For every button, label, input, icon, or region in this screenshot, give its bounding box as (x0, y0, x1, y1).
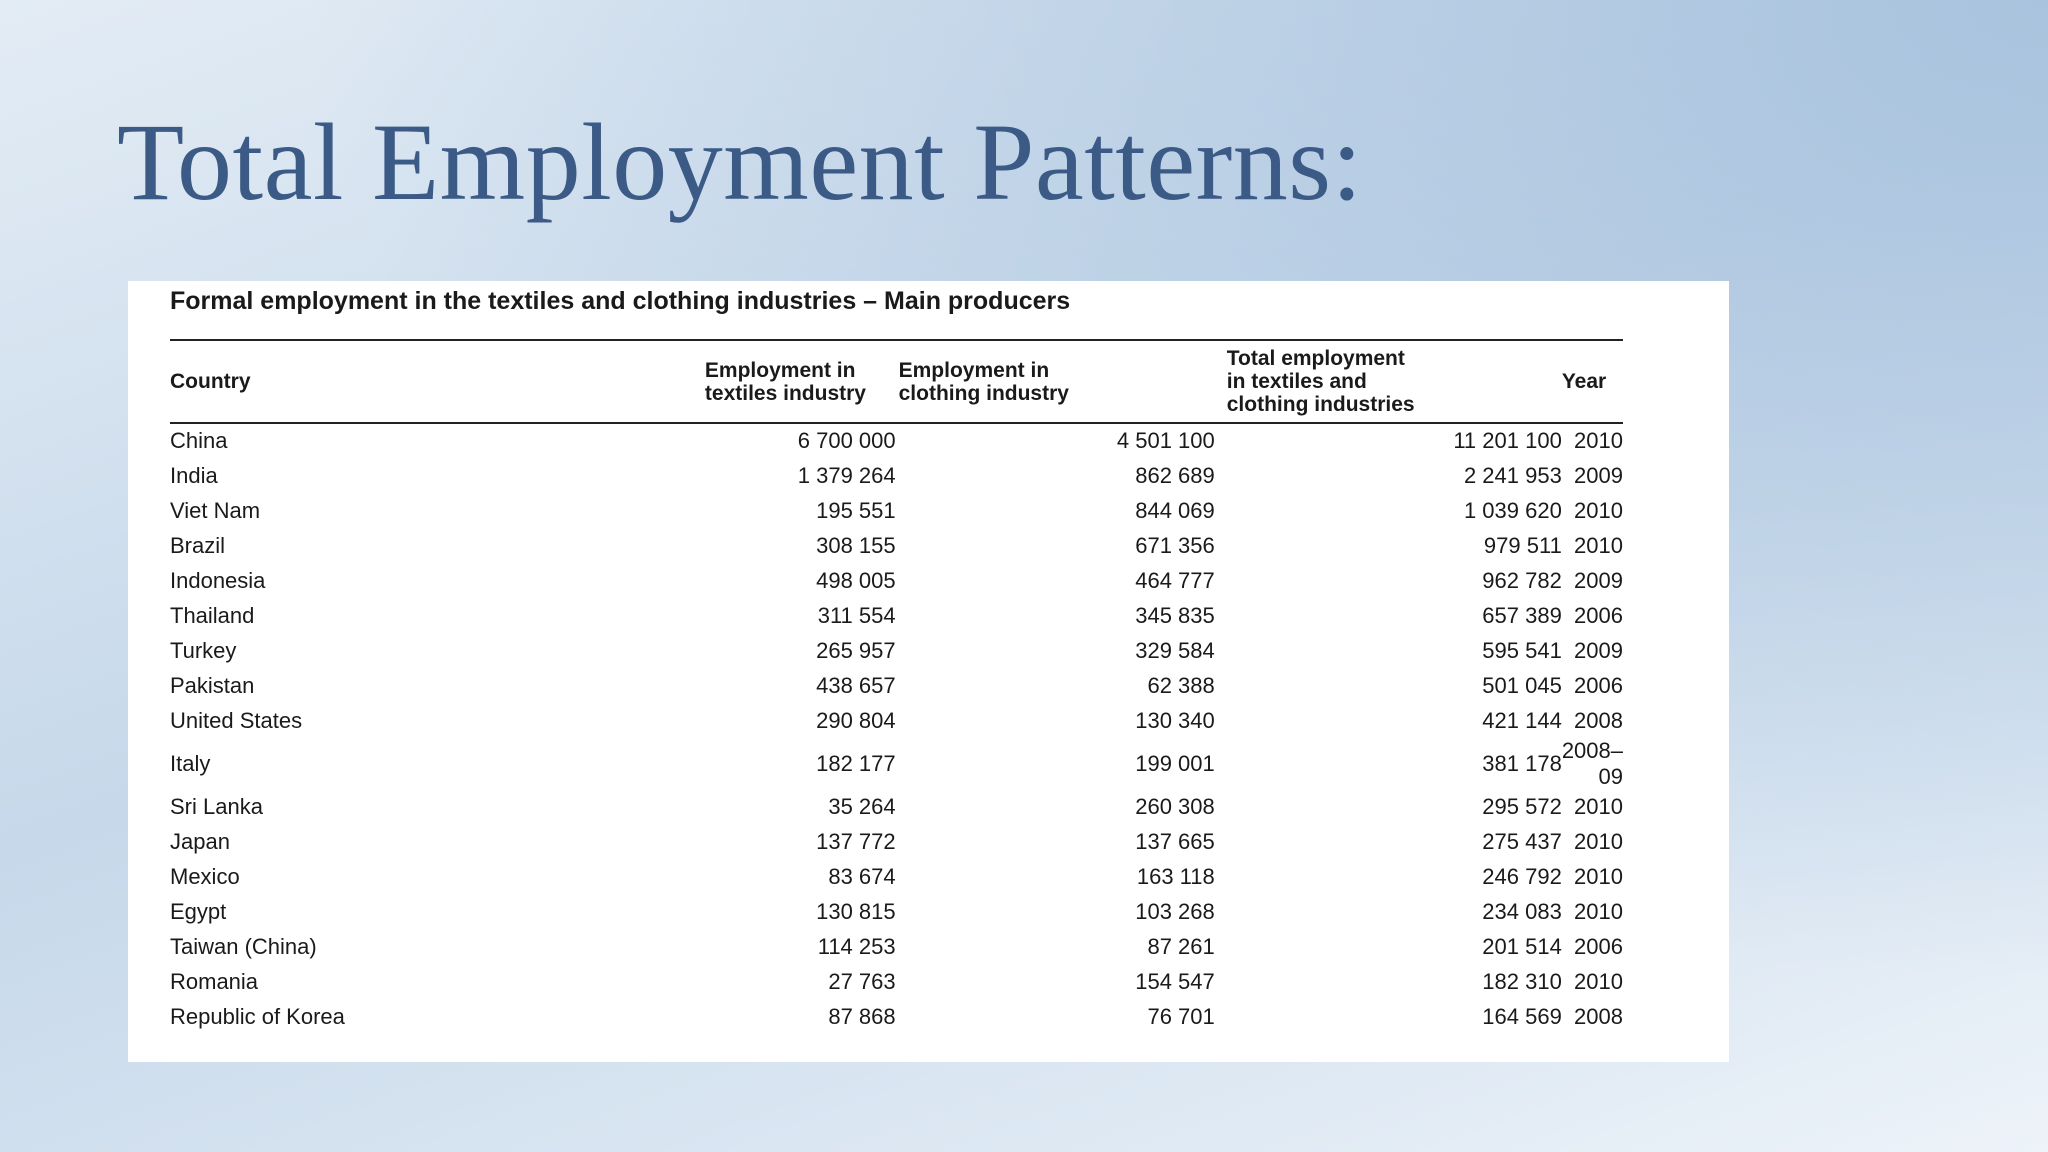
cell-textiles: 438 657 (816, 672, 896, 698)
table-row (170, 930, 1623, 965)
cell-total: 11 201 100 (1453, 428, 1562, 454)
table-body (170, 423, 1623, 1034)
table-row (170, 860, 1623, 895)
cell-year: 2010 (1574, 829, 1623, 855)
cell-year: 2009 (1574, 637, 1623, 663)
cell-total: 1 039 620 (1463, 498, 1562, 524)
cell-clothing: 62 388 (1147, 672, 1215, 698)
cell-year: 2006 (1574, 602, 1623, 628)
cell-total: 657 389 (1482, 602, 1562, 628)
header-total-line-2: in textiles and (1226, 370, 1367, 393)
cell-clothing: 464 777 (1135, 568, 1215, 593)
header-clothing-line-2: clothing industry (898, 381, 1069, 405)
table-image-panel (128, 281, 1729, 1062)
table-row (170, 494, 1623, 529)
cell-country: Republic of Korea (170, 1003, 345, 1029)
table-row (170, 564, 1623, 599)
table-row (170, 790, 1623, 825)
header-clothing-line-1: Employment in (898, 358, 1050, 382)
cell-country: Thailand (170, 602, 255, 628)
table-row (170, 895, 1623, 930)
cell-year: 2009 (1574, 463, 1623, 489)
cell-country: Viet Nam (170, 498, 261, 524)
cell-country: India (170, 463, 218, 489)
cell-country: Sri Lanka (170, 794, 263, 820)
cell-total: 979 511 (1483, 533, 1562, 559)
table-header-row (170, 340, 1623, 423)
cell-year: 2010 (1574, 864, 1623, 890)
cell-textiles: 498 005 (816, 568, 896, 593)
header-clothing (896, 340, 1215, 423)
cell-year: 2008 (1574, 707, 1623, 733)
cell-total: 275 437 (1482, 829, 1562, 855)
cell-country: China (170, 428, 228, 454)
cell-textiles: 87 868 (828, 1003, 896, 1029)
slide-title: Total Employment Patterns: (117, 101, 1363, 223)
cell-total: 182 310 (1482, 968, 1562, 994)
cell-total: 201 514 (1482, 934, 1562, 960)
cell-total: 295 572 (1482, 794, 1562, 820)
cell-year: 2006 (1574, 672, 1623, 698)
cell-textiles: 265 957 (816, 637, 896, 663)
cell-year: 2008–09 (1561, 738, 1623, 790)
cell-country: Romania (170, 968, 259, 994)
cell-textiles: 308 155 (816, 533, 896, 559)
cell-total: 595 541 (1482, 637, 1562, 663)
cell-textiles: 83 674 (828, 864, 896, 890)
cell-clothing: 154 547 (1135, 968, 1215, 994)
cell-year: 2010 (1574, 428, 1623, 454)
cell-textiles: 290 804 (816, 707, 896, 733)
cell-country: Japan (170, 829, 230, 855)
cell-clothing: 103 268 (1135, 899, 1215, 925)
cell-clothing: 345 835 (1135, 602, 1215, 628)
table-row (170, 459, 1623, 494)
cell-clothing: 199 001 (1135, 751, 1215, 777)
cell-textiles: 6 700 000 (797, 428, 896, 454)
cell-year: 2010 (1574, 899, 1623, 925)
cell-country: Pakistan (170, 672, 255, 698)
cell-year: 2010 (1574, 498, 1623, 524)
cell-textiles: 130 815 (816, 899, 896, 925)
table-row (170, 633, 1623, 668)
cell-country: Taiwan (China) (170, 934, 317, 960)
cell-total: 381 178 (1482, 751, 1562, 777)
cell-textiles: 195 551 (816, 498, 896, 524)
cell-year: 2010 (1574, 794, 1623, 820)
cell-clothing: 137 665 (1135, 829, 1215, 855)
cell-year: 2010 (1574, 533, 1623, 559)
cell-total: 962 782 (1482, 568, 1562, 593)
table-row (170, 423, 1623, 459)
cell-total: 2 241 953 (1463, 463, 1562, 489)
cell-year: 2006 (1574, 934, 1623, 960)
table-row (170, 598, 1623, 633)
cell-country: Egypt (170, 899, 227, 925)
table-row (170, 529, 1623, 564)
header-country: Country (170, 370, 251, 393)
cell-textiles: 182 177 (816, 751, 896, 777)
cell-clothing: 76 701 (1147, 1003, 1215, 1029)
cell-total: 501 045 (1482, 672, 1562, 698)
cell-clothing: 671 356 (1135, 533, 1215, 559)
table-row (170, 703, 1623, 738)
cell-year: 2008 (1574, 1003, 1623, 1029)
cell-country: United States (170, 707, 303, 733)
employment-table (170, 339, 1623, 1034)
header-textiles-line-1: Employment in (704, 358, 856, 382)
table-row (170, 964, 1623, 999)
cell-total: 421 144 (1482, 707, 1562, 733)
cell-textiles: 137 772 (816, 829, 896, 855)
cell-country: Mexico (170, 864, 240, 890)
table-row (170, 668, 1623, 703)
cell-clothing: 130 340 (1135, 707, 1215, 733)
cell-clothing: 4 501 100 (1116, 428, 1215, 454)
header-total-line-3: clothing industries (1226, 393, 1415, 416)
cell-total: 246 792 (1482, 864, 1562, 890)
header-textiles-line-2: textiles industry (704, 381, 866, 405)
table-row (170, 999, 1623, 1034)
header-textiles (502, 340, 896, 423)
cell-total: 234 083 (1482, 899, 1562, 925)
cell-total: 164 569 (1482, 1003, 1562, 1029)
cell-textiles: 311 554 (817, 602, 896, 628)
cell-clothing: 163 118 (1136, 864, 1215, 890)
cell-textiles: 27 763 (828, 968, 896, 994)
cell-textiles: 1 379 264 (797, 463, 896, 489)
table-row (170, 738, 1623, 790)
cell-country: Brazil (170, 533, 226, 559)
cell-clothing: 862 689 (1135, 463, 1215, 489)
cell-textiles: 35 264 (828, 794, 896, 820)
cell-country: Italy (170, 751, 211, 777)
cell-clothing: 87 261 (1147, 934, 1215, 960)
cell-clothing: 329 584 (1135, 637, 1215, 663)
header-total (1215, 340, 1562, 423)
cell-clothing: 260 308 (1135, 794, 1215, 820)
cell-textiles: 114 253 (817, 934, 896, 960)
header-total-line-1: Total employment (1226, 347, 1405, 370)
table-caption: Formal employment in the textiles and clothing industries – Main producers (170, 287, 1071, 315)
cell-year: 2009 (1574, 568, 1623, 593)
header-year: Year (1561, 370, 1607, 393)
table-row (170, 825, 1623, 860)
cell-country: Indonesia (170, 568, 266, 593)
cell-year: 2010 (1574, 968, 1623, 994)
cell-country: Turkey (170, 637, 237, 663)
cell-clothing: 844 069 (1135, 498, 1215, 524)
